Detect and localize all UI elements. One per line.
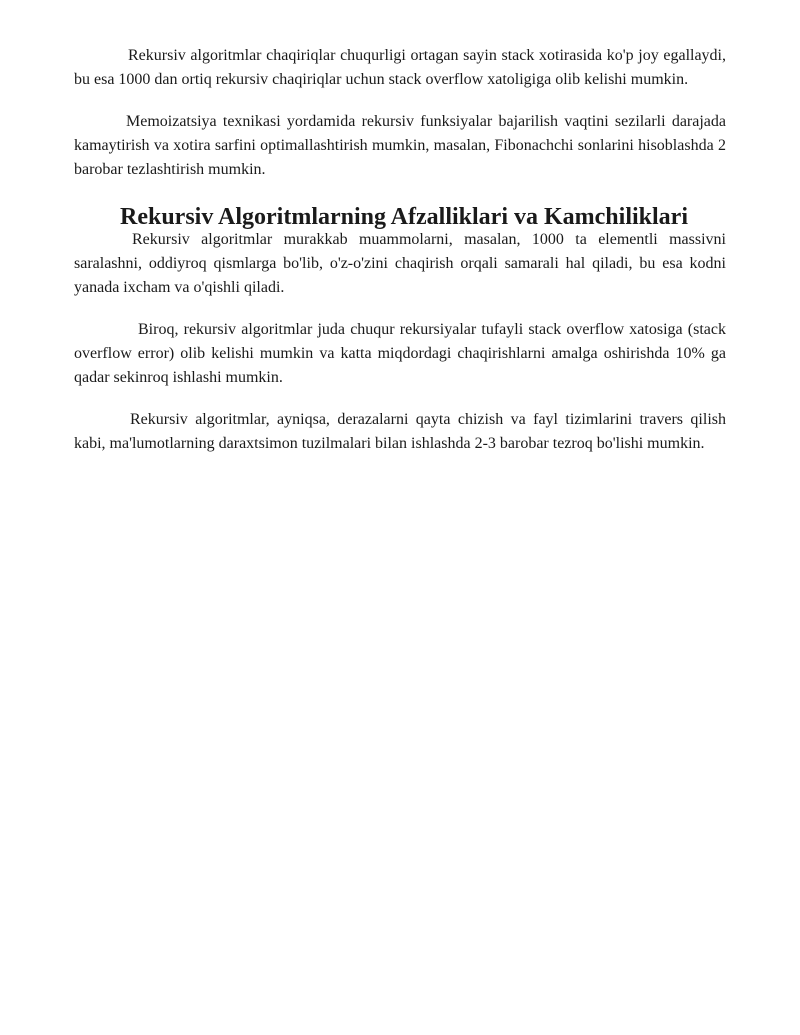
paragraph-stack-memory: Rekursiv algoritmlar chaqiriqlar chuqurligi ortagan sayin stack xotirasida ko'p joy egallaydi, bu esa 1000 dan ortiq rekursiv chaqiriqlar uchun stack overflow xatoligiga olib kelishi mumkin. [74,47,726,88]
paragraph-tree-structures: Rekursiv algoritmlar, ayniqsa, derazalarni qayta chizish va fayl tizimlarini travers qilish kabi, ma'lumotlarning daraxtsimon tuzilmalari bilan ishlashda 2-3 barobar tezroq bo'lishi mumkin. [74,411,726,452]
document-page [74,44,726,456]
section-heading: Rekursiv Algoritmlarning Afzalliklari va Kamchiliklari [120,204,688,230]
paragraph-advantages: Rekursiv algoritmlar murakkab muammolarni, masalan, 1000 ta elementli massivni saralashni, oddiyroq qismlarga bo'lib, o'z-o'zini chaqirish orqali samarali hal qiladi, bu esa kodni yanada ixcham va o'qishli qiladi. [74,231,726,296]
paragraph-disadvantages: Biroq, rekursiv algoritmlar juda chuqur rekursiyalar tufayli stack overflow xatosiga (stack overflow error) olib kelishi mumkin va katta miqdordagi chaqirishlarni amalga oshirishda 10% ga qadar sekinroq ishlashi mumkin. [74,321,726,386]
paragraph-memoization: Memoizatsiya texnikasi yordamida rekursiv funksiyalar bajarilish vaqtini sezilarli darajada kamaytirish va xotira sarfini optimallashtirish mumkin, masalan, Fibonachchi sonlarini hisoblashda 2 barobar tezlashtirish mumkin. [74,113,726,178]
